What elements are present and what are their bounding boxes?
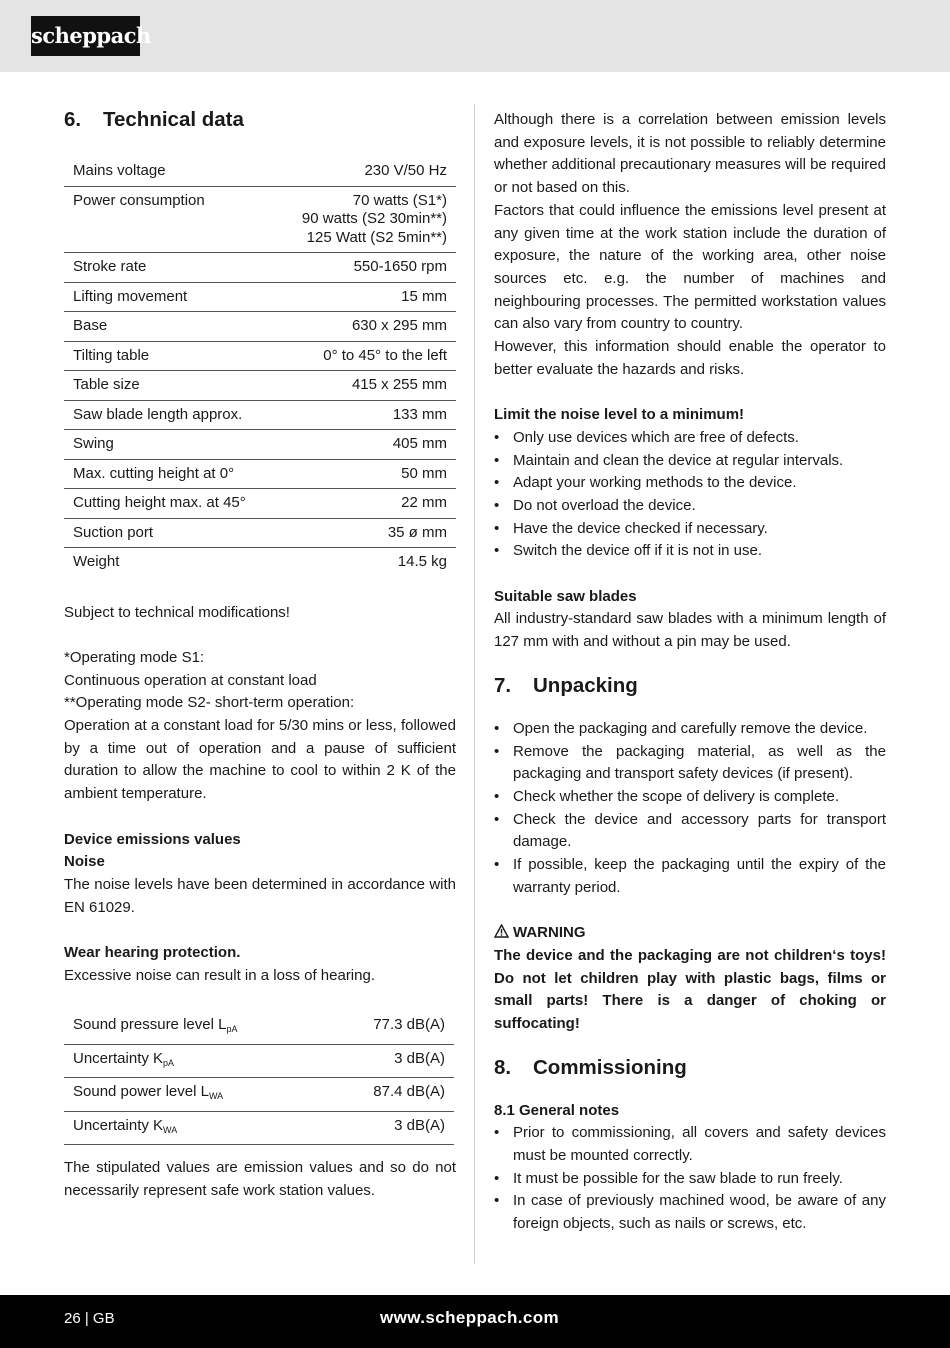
section-6-heading — [64, 108, 456, 132]
noise-label-text: Uncertainty K — [73, 1116, 164, 1134]
noise-value: 3 dB(A) — [394, 1049, 445, 1067]
table-row — [64, 1011, 454, 1044]
warning-text: The device and the packaging are not children‘s toys! Do not let children play with plastic bags, films or small parts! There is a danger of choking or suffocating! — [494, 946, 886, 1032]
spec-label: Stroke rate — [73, 258, 147, 275]
spec-value: 70 watts (S1*) 90 watts (S2 30min**) 125 Watt (S2 5min**) — [301, 191, 447, 246]
spec-value: 415 x 255 mm — [351, 376, 447, 393]
table-row — [64, 548, 456, 577]
right-column — [494, 109, 886, 1236]
correlation-paragraph: Although there is a correlation between emission levels and exposure levels, it is not possible to reliably determine whether additional precautionary measures will be required or not based on this. — [494, 111, 886, 197]
spec-value: 0° to 45° to the left — [323, 346, 447, 364]
table-row — [64, 312, 456, 342]
hearing-text: Excessive noise can result in a loss of hearing. — [64, 966, 375, 984]
noise-label — [64, 1078, 325, 1112]
table-row — [64, 518, 456, 548]
list-item: • It must be possible for the saw blade to run freely. — [494, 1168, 886, 1191]
noise-label-subscript: pA — [163, 1057, 175, 1068]
page-number: 26 | GB — [64, 1310, 115, 1327]
table-row — [64, 341, 456, 371]
spec-label: Saw blade length approx. — [73, 405, 243, 423]
noise-value: 87.4 dB(A) — [373, 1083, 445, 1101]
technical-data-table — [64, 157, 456, 577]
section-title: Unpacking — [533, 673, 638, 697]
list-item: • Remove the packaging material, as well as the packaging and transport safety devices (if present). — [494, 741, 886, 786]
spec-label: Power consumption — [73, 191, 205, 209]
footer-bar — [0, 1295, 950, 1348]
unpacking-list — [494, 718, 886, 900]
noise-label — [64, 1111, 325, 1145]
noise-label-subscript: WA — [208, 1091, 224, 1102]
emissions-heading: Device emissions values — [64, 830, 241, 848]
spec-label: Table size — [73, 376, 140, 393]
table-row — [64, 400, 456, 430]
spec-label: Cutting height max. at 45° — [73, 494, 246, 511]
spec-value: 405 mm — [392, 435, 447, 452]
table-row — [64, 253, 456, 283]
commissioning-list — [494, 1122, 886, 1236]
list-item: • Open the packaging and carefully remove the device. — [494, 718, 886, 741]
list-item: • If possible, keep the packaging until the expiry of the warranty period. — [494, 854, 886, 899]
table-row — [64, 430, 456, 460]
list-item: • Check whether the scope of delivery is complete. — [494, 786, 886, 809]
left-column — [64, 100, 456, 1203]
spec-value: 22 mm — [401, 494, 447, 511]
noise-text: The noise levels have been determined in accordance with EN 61029. — [64, 875, 456, 916]
spec-value: 133 mm — [392, 405, 447, 423]
general-notes-heading: 8.1 General notes — [494, 1101, 620, 1119]
blades-heading: Suitable saw blades — [494, 587, 637, 605]
list-item: • Check the device and accessory parts for transport damage. — [494, 809, 886, 854]
noise-label — [64, 1044, 325, 1078]
section-title: Technical data — [103, 108, 244, 131]
table-row — [64, 282, 456, 312]
noise-label-text: Sound power level L — [73, 1083, 209, 1101]
spec-label: Lifting movement — [73, 287, 188, 305]
spec-value: 15 mm — [401, 287, 447, 305]
factors-paragraph: Factors that could influence the emissions level present at any given time at the work station include the duration of exposure, the nature of the working area, other noise sources etc. e.g. the number of machines and neighbouring processes. The permitted workstation values can also vary from country to country. — [494, 201, 886, 333]
spec-label: Base — [73, 317, 108, 334]
noise-value: 3 dB(A) — [394, 1116, 445, 1134]
website-link[interactable]: www.scheppach.com — [380, 1308, 560, 1327]
mode-s1-text: Continuous operation at constant load — [64, 671, 317, 689]
noise-label-text: Uncertainty K — [73, 1049, 164, 1067]
warning-heading — [494, 922, 886, 945]
spec-value: 630 x 295 mm — [351, 317, 447, 334]
table-row — [64, 157, 456, 186]
mode-s2-text: Operation at a constant load for 5/30 mins or less, followed by a time out of operation and a pause of sufficient duration to allow the machine to cool to within 2 K of the ambient temperature. — [64, 717, 456, 803]
hearing-heading: Wear hearing protection. — [64, 944, 241, 961]
table-row — [64, 186, 456, 253]
noise-label — [64, 1011, 325, 1044]
table-row — [64, 489, 456, 519]
list-item: • Do not overload the device. — [494, 495, 886, 518]
list-item: • Adapt your working methods to the device. — [494, 472, 886, 495]
section-number: 7. — [494, 673, 512, 697]
noise-values-table — [64, 1011, 454, 1145]
limit-heading: Limit the noise level to a minimum! — [494, 406, 745, 424]
operator-paragraph: However, this information should enable the operator to better evaluate the hazards and risks. — [494, 338, 886, 378]
spec-value: 14.5 kg — [397, 553, 447, 570]
section-8-heading — [494, 1056, 886, 1080]
noise-label-text: Sound pressure level L — [73, 1016, 227, 1034]
table-row — [64, 1044, 454, 1078]
warning-triangle-icon — [494, 924, 509, 938]
mode-s1-title: *Operating mode S1: — [64, 648, 205, 666]
stipulated-text: The stipulated values are emission values and so do not necessarily represent safe work station values. — [64, 1159, 456, 1200]
section-number: 6. — [64, 108, 82, 131]
spec-label: Suction port — [73, 523, 154, 541]
section-title: Commissioning — [533, 1055, 687, 1079]
table-row — [64, 1078, 454, 1112]
table-row — [64, 371, 456, 401]
table-row — [64, 1111, 454, 1145]
list-item: • Have the device checked if necessary. — [494, 518, 886, 541]
limit-list — [494, 427, 886, 563]
blades-text: All industry-standard saw blades with a minimum length of 127 mm with and without a pin may be used. — [494, 610, 886, 651]
table-row — [64, 459, 456, 489]
logo-text: scheppach — [31, 23, 151, 48]
spec-label: Weight — [73, 553, 120, 570]
section-number: 8. — [494, 1055, 512, 1079]
spec-value: 230 V/50 Hz — [364, 162, 447, 179]
noise-label-subscript: pA — [226, 1024, 238, 1035]
spec-value: 50 mm — [401, 464, 447, 482]
list-item: • Maintain and clean the device at regular intervals. — [494, 450, 886, 473]
list-item: • Only use devices which are free of defects. — [494, 427, 886, 450]
list-item: • In case of previously machined wood, be aware of any foreign objects, such as nails or screws, etc. — [494, 1190, 886, 1235]
mode-s2-title: **Operating mode S2- short-term operation: — [64, 694, 355, 712]
spec-value: 550-1650 rpm — [353, 258, 447, 275]
noise-value: 77.3 dB(A) — [373, 1016, 445, 1034]
scheppach-logo — [31, 16, 151, 56]
subject-note: Subject to technical modifications! — [64, 603, 290, 621]
spec-label: Mains voltage — [73, 162, 166, 179]
noise-label-subscript: WA — [163, 1124, 178, 1135]
spec-label: Tilting table — [73, 346, 150, 364]
header-bar — [0, 0, 950, 72]
noise-heading: Noise — [64, 853, 105, 871]
spec-label: Swing — [73, 435, 114, 452]
list-item: • Switch the device off if it is not in use. — [494, 540, 886, 563]
list-item: • Prior to commissioning, all covers and safety devices must be mounted correctly. — [494, 1122, 886, 1167]
spec-value: 35 ø mm — [387, 523, 447, 541]
spec-label: Max. cutting height at 0° — [73, 464, 235, 482]
warning-label: WARNING — [513, 924, 586, 942]
section-7-heading — [494, 674, 886, 698]
column-divider — [474, 104, 475, 1264]
